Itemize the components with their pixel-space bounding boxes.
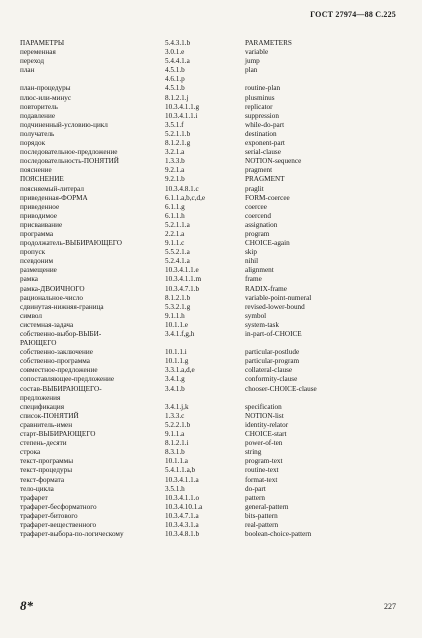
russian-term: получатель [20, 129, 55, 138]
english-term: in-part-of-CHOICE [245, 330, 302, 338]
index-row [20, 303, 400, 312]
section-ref: 5.4.1.1.a,b [165, 466, 196, 475]
index-row [20, 330, 400, 339]
running-header: ГОСТ 27974—88 С.225 [310, 10, 396, 19]
index-row [20, 103, 400, 112]
index-row [20, 512, 400, 521]
index-row [20, 194, 400, 203]
english-term: CHOICE-again [245, 239, 290, 248]
section-ref: 5.2.2.1.b [165, 420, 191, 429]
index-row [20, 457, 400, 466]
russian-term: список-ПОНЯТИЙ [20, 411, 79, 420]
english-term: NOTION-sequence [245, 157, 302, 166]
english-term: boolean-choice-pattern [245, 530, 312, 539]
section-ref: 3.0.1.e [165, 48, 185, 57]
russian-term: подавление [20, 111, 56, 120]
section-ref: 4.5.1.b [165, 66, 185, 75]
russian-term: текст-программы [20, 457, 74, 466]
english-term: revised-lower-bound [245, 302, 305, 311]
russian-term: предложения [20, 393, 61, 402]
index-row [20, 366, 400, 375]
section-ref: 10.3.4.1.1.a [165, 475, 199, 484]
russian-term: сдвинутая-нижняя-граница [20, 302, 104, 311]
section-ref: 10.1.1.g [165, 357, 189, 366]
russian-term: системная-задача [20, 320, 74, 329]
english-term: variable [245, 48, 269, 57]
section-ref: 10.3.4.1.1.g [165, 102, 200, 111]
russian-term: план-процедуры [20, 84, 71, 93]
russian-term: ПОЯСНЕНИЕ [20, 175, 64, 184]
section-ref: 5.4.3.1.b [165, 39, 191, 47]
section-ref: 5.2.1.1.b [165, 129, 191, 138]
english-term: suppression [245, 111, 279, 120]
russian-term: рамка [20, 275, 38, 284]
index-row [20, 494, 400, 503]
english-term: identity-relator [245, 420, 289, 429]
section-ref: 9.1.1.h [165, 311, 185, 320]
english-term: specification [245, 402, 282, 411]
russian-term: последовательность-ПОНЯТИЙ [20, 157, 120, 166]
english-term: coercend [245, 211, 271, 220]
russian-term: трафарет [20, 493, 48, 502]
russian-term: степень-десяти [20, 439, 67, 448]
section-ref: 5.2.4.1.a [165, 257, 190, 266]
section-ref: 10.3.4.8.1.c [165, 184, 199, 193]
section-ref: 10.3.4.1.1.m [165, 275, 202, 284]
section-ref: 8.3.1.b [165, 448, 185, 457]
index-row [20, 285, 400, 294]
section-ref: 3.5.1.h [165, 484, 185, 493]
section-ref: 8.1.2.1.i [165, 439, 189, 448]
section-ref: 8.1.2.1.g [165, 139, 191, 148]
index-row [20, 530, 400, 539]
index-row [20, 385, 400, 394]
index-row [20, 312, 400, 321]
index-row [20, 166, 400, 175]
index-row [20, 94, 400, 103]
section-ref: 6.1.1.a,b,c,d,e [165, 193, 206, 202]
english-term: routine-text [245, 466, 279, 475]
section-ref: 10.3.4.1.1.i [165, 111, 198, 120]
section-ref: 1.3.3.b [165, 157, 185, 166]
russian-term: рациональное-число [20, 293, 83, 302]
index-row [20, 485, 400, 494]
english-term: skip [245, 248, 257, 257]
english-term: chooser-CHOICE-clause [245, 384, 317, 393]
index-row [20, 248, 400, 257]
section-ref: 10.3.4.1.1.o [165, 493, 200, 502]
russian-term: сравнитель-имен [20, 420, 73, 429]
index-row [20, 57, 400, 66]
index-row [20, 148, 400, 157]
russian-term: псевдоним [20, 257, 54, 266]
english-term: format-text [245, 475, 278, 484]
english-term: assignation [245, 220, 278, 229]
russian-term: приводимое [20, 211, 57, 220]
english-term: conformity-clause [245, 375, 298, 384]
section-ref: 10.1.1.e [165, 320, 188, 329]
index-row [20, 357, 400, 366]
index-row [20, 112, 400, 121]
english-term: PRAGMENT [245, 175, 285, 184]
russian-term: плюс-или-минус [20, 93, 72, 102]
section-ref: 3.3.1.a,d,e [165, 366, 195, 375]
index-row [20, 203, 400, 212]
section-ref: 6.1.1.h [165, 211, 185, 220]
signature-mark: 8* [20, 598, 33, 613]
index-row [20, 421, 400, 430]
index-row [20, 39, 400, 48]
index-row [20, 75, 400, 84]
index-row [20, 430, 400, 439]
index-row [20, 230, 400, 239]
english-term: collateral-clause [245, 366, 293, 375]
section-ref: 3.5.1.f [165, 120, 184, 129]
russian-term: приведенное [20, 202, 60, 211]
english-term: while-do-part [245, 120, 285, 129]
russian-term: собственно-программа [20, 357, 90, 366]
english-term: plan [245, 66, 258, 75]
index-row [20, 466, 400, 475]
russian-term: порядок [20, 139, 46, 148]
english-term: coercee [245, 202, 267, 211]
english-term: alignment [245, 266, 274, 275]
section-ref: 10.3.4.8.1.b [165, 530, 200, 539]
section-ref: 2.2.1.a [165, 229, 185, 238]
russian-term: приведенная-ФОРМА [20, 193, 88, 202]
index-row [20, 348, 400, 357]
index-row [20, 439, 400, 448]
english-term: routine-plan [245, 84, 281, 93]
section-ref: 4.6.1.p [165, 75, 185, 84]
english-term: jump [245, 57, 260, 66]
english-term: string [245, 448, 262, 457]
english-term: real-pattern [245, 520, 279, 529]
russian-term: сопоставляющее-предложение [20, 375, 115, 384]
section-ref: 10.3.4.10.1.a [165, 502, 203, 511]
russian-term: переход [20, 57, 45, 66]
english-term: power-of-ten [245, 439, 283, 448]
russian-term: строка [20, 448, 41, 457]
english-term: serial-clause [245, 148, 281, 157]
section-ref: 5.3.2.1.g [165, 302, 191, 311]
index-row [20, 185, 400, 194]
russian-term: рамка-ДВОИЧНОГО [20, 284, 85, 293]
russian-term: план [20, 66, 35, 75]
russian-term: собственно-выбор-ВЫБИ- [20, 330, 102, 338]
english-term: destination [245, 129, 277, 138]
index-row [20, 139, 400, 148]
section-ref: 5.2.1.1.a [165, 220, 190, 229]
index-row [20, 476, 400, 485]
russian-term: трафарет-выбора-по-логическому [20, 530, 124, 539]
index-row [20, 403, 400, 412]
english-term: particular-postlude [245, 348, 300, 357]
english-term: plusminus [245, 93, 275, 102]
english-term: general-pattern [245, 502, 289, 511]
section-ref: 8.1.2.1.j [165, 93, 189, 102]
russian-term: собственно-заключение [20, 348, 93, 357]
section-ref: 9.1.1.c [165, 239, 185, 248]
russian-term: совместное-предложение [20, 366, 98, 375]
section-ref: 10.3.4.7.1.b [165, 284, 200, 293]
english-term: program [245, 229, 270, 238]
russian-term: тело-цикла [20, 484, 54, 493]
index-row [20, 239, 400, 248]
russian-term: повторитель [20, 102, 58, 111]
index-row [20, 66, 400, 75]
index-row [20, 294, 400, 303]
section-ref: 10.1.1.i [165, 348, 187, 357]
section-ref: 9.2.1.a [165, 166, 185, 175]
section-ref: 4.5.1.b [165, 84, 185, 93]
russian-term: размещение [20, 266, 57, 275]
english-term: FORM-coercee [245, 193, 290, 202]
section-ref: 3.4.1.j,k [165, 402, 189, 411]
section-ref: 3.4.1.b [165, 384, 185, 393]
english-term: system-task [245, 320, 279, 329]
english-term: frame [245, 275, 262, 284]
russian-term: ПАРАМЕТРЫ [20, 39, 65, 47]
section-ref: 9.1.1.a [165, 430, 185, 439]
russian-term: продолжатель-ВЫБИРАЮЩЕГО [20, 239, 122, 248]
russian-term: пояснение [20, 166, 52, 175]
index-row [20, 448, 400, 457]
english-term: PARAMETERS [245, 39, 292, 47]
index-row [20, 503, 400, 512]
section-ref: 10.1.1.a [165, 457, 188, 466]
section-ref: 10.3.4.7.1.a [165, 511, 199, 520]
section-ref: 6.1.1.g [165, 202, 185, 211]
page-number: 227 [384, 602, 396, 611]
russian-term: старт-ВЫБИРАЮЩЕГО [20, 430, 96, 439]
russian-term: трафарет-вещественного [20, 520, 97, 529]
index-row [20, 121, 400, 130]
english-term: symbol [245, 311, 267, 320]
english-term: particular-program [245, 357, 300, 366]
index-row [20, 257, 400, 266]
section-ref: 5.5.2.1.a [165, 248, 190, 257]
index-row [20, 212, 400, 221]
index-row [20, 130, 400, 139]
english-term: do-part [245, 484, 266, 493]
english-term: exponent-part [245, 139, 285, 148]
english-term: replicator [245, 102, 273, 111]
russian-term: состав-ВЫБИРАЮЩЕГО- [20, 384, 102, 393]
russian-term: подчиненный-условию-цикл [20, 120, 108, 129]
russian-term: текст-формата [20, 475, 65, 484]
russian-term: символ [20, 311, 43, 320]
index-row [20, 394, 400, 403]
index-row [20, 321, 400, 330]
russian-term: поясняемый-литерал [20, 184, 84, 193]
russian-term: программа [20, 229, 54, 238]
russian-term: пропуск [20, 248, 46, 257]
section-ref: 3.2.1.a [165, 148, 185, 157]
russian-term: переменная [20, 48, 56, 57]
english-term: nihil [245, 257, 259, 266]
section-ref: 3.4.1.f,g,h [165, 330, 195, 338]
index-row [20, 266, 400, 275]
english-term: pattern [245, 493, 265, 502]
index-row [20, 521, 400, 530]
section-ref: 8.1.2.1.b [165, 293, 191, 302]
russian-term: РАЮЩЕГО [20, 339, 57, 348]
english-term: CHOICE-start [245, 430, 287, 439]
index-row [20, 375, 400, 384]
index-row [20, 175, 400, 184]
index-row [20, 412, 400, 421]
index-row [20, 221, 400, 230]
index-row [20, 157, 400, 166]
section-ref: 5.4.4.1.a [165, 57, 190, 66]
russian-term: трафарет-бесформатного [20, 502, 97, 511]
russian-term: присваивание [20, 220, 63, 229]
index-row [20, 275, 400, 284]
section-ref: 9.2.1.b [165, 175, 185, 184]
russian-term: трафарет-битового [20, 511, 78, 520]
english-term: variable-point-numeral [245, 293, 312, 302]
section-ref: 3.4.1.g [165, 375, 185, 384]
section-ref: 10.3.4.3.1.a [165, 520, 199, 529]
russian-term: текст-процедуры [20, 466, 73, 475]
english-term: pragment [245, 166, 273, 175]
section-ref: 10.3.4.1.1.e [165, 266, 199, 275]
russian-term: последовательное-предложение [20, 148, 118, 157]
english-term: NOTION-list [245, 411, 284, 420]
russian-term: спецификация [20, 402, 64, 411]
english-term: program-text [245, 457, 283, 466]
index-table [20, 39, 400, 539]
index-row [20, 84, 400, 93]
index-row [20, 48, 400, 57]
english-term: RADIX-frame [245, 284, 287, 293]
section-ref: 1.3.3.c [165, 411, 185, 420]
index-row [20, 339, 400, 348]
english-term: bits-pattern [245, 511, 278, 520]
english-term: praglit [245, 184, 264, 193]
